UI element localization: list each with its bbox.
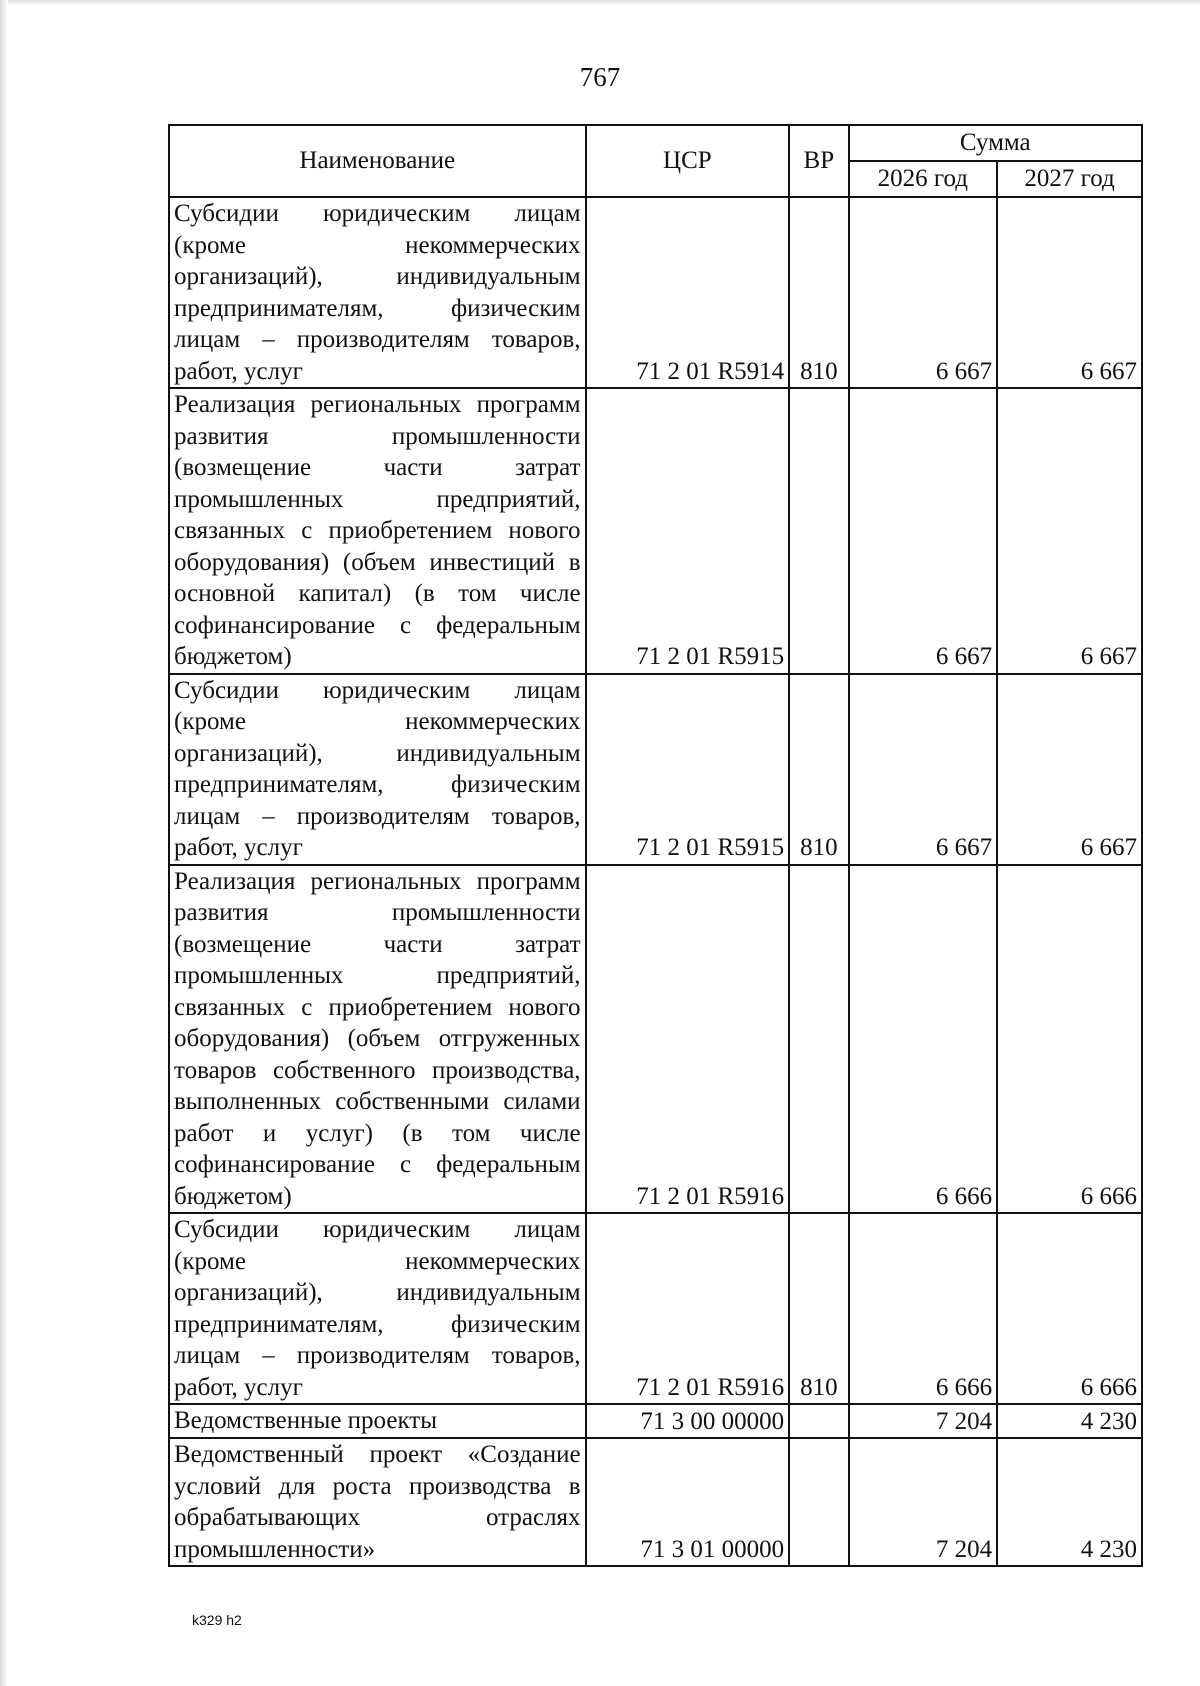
row-vr: 810 [789,197,848,388]
table-row [169,197,1142,388]
row-value-2027: 6 667 [997,388,1142,674]
row-vr [789,1438,848,1566]
table-row [169,1438,1142,1566]
row-value-2026: 6 667 [849,674,998,865]
row-name: Реализация региональных программ развития промышленности (возмещение части затрат промышленных предприятий, связанных с приобретением нового оборудования) (объем инвестиций в основной капитал) (в том числе софинансирование с федеральным бюджетом) [169,388,586,674]
row-vr [789,865,848,1214]
row-value-2027: 6 666 [997,865,1142,1214]
row-csr: 71 3 01 00000 [586,1438,790,1566]
row-name: Ведомственные проекты [169,1404,586,1438]
row-name: Субсидии юридическим лицам (кроме некоммерческих организаций), индивидуальным предпринимателям, физическим лицам – производителям товаров, работ, услуг [169,197,586,388]
header-vr: ВР [789,125,848,197]
header-sum: Сумма [849,125,1143,161]
row-value-2027: 4 230 [997,1404,1142,1438]
row-value-2027: 6 666 [997,1213,1142,1404]
row-vr [789,388,848,674]
header-csr: ЦСР [586,125,790,197]
table-row [169,1404,1142,1438]
row-name: Субсидии юридическим лицам (кроме некоммерческих организаций), индивидуальным предпринимателям, физическим лицам – производителям товаров, работ, услуг [169,674,586,865]
scan-top-edge [0,0,1200,6]
page-number: 767 [579,62,621,92]
row-csr: 71 2 01 R5916 [586,1213,790,1404]
row-csr: 71 2 01 R5916 [586,865,790,1214]
row-csr: 71 2 01 R5914 [586,197,790,388]
table-row [169,388,1142,674]
header-year-2027: 2027 год [997,161,1142,197]
row-name: Ведомственный проект «Создание условий для роста производства в обрабатывающих отраслях промышленности» [169,1438,586,1566]
row-csr: 71 2 01 R5915 [586,388,790,674]
footer-code: k329 h2 [192,1612,242,1628]
table-row [169,865,1142,1214]
row-value-2026: 7 204 [849,1404,998,1438]
row-value-2026: 6 667 [849,197,998,388]
row-value-2026: 7 204 [849,1438,998,1566]
row-csr: 71 2 01 R5915 [586,674,790,865]
row-value-2027: 6 667 [997,674,1142,865]
table-row [169,674,1142,865]
row-value-2027: 4 230 [997,1438,1142,1566]
row-value-2026: 6 666 [849,1213,998,1404]
scan-left-edge [0,0,8,1686]
header-year-2026: 2026 год [849,161,998,197]
row-value-2027: 6 667 [997,197,1142,388]
row-name: Реализация региональных программ развития промышленности (возмещение части затрат промышленных предприятий, связанных с приобретением нового оборудования) (объем отгруженных товаров собственного производства, выполненных собственными силами работ и услуг) (в том числе софинансирование с федеральным бюджетом) [169,865,586,1214]
row-csr: 71 3 00 00000 [586,1404,790,1438]
row-value-2026: 6 667 [849,388,998,674]
row-vr [789,1404,848,1438]
row-vr: 810 [789,1213,848,1404]
row-value-2026: 6 666 [849,865,998,1214]
table-row [169,1213,1142,1404]
row-vr: 810 [789,674,848,865]
budget-table [168,124,1143,1567]
header-name: Наименование [169,125,586,197]
row-name: Субсидии юридическим лицам (кроме некоммерческих организаций), индивидуальным предпринимателям, физическим лицам – производителям товаров, работ, услуг [169,1213,586,1404]
